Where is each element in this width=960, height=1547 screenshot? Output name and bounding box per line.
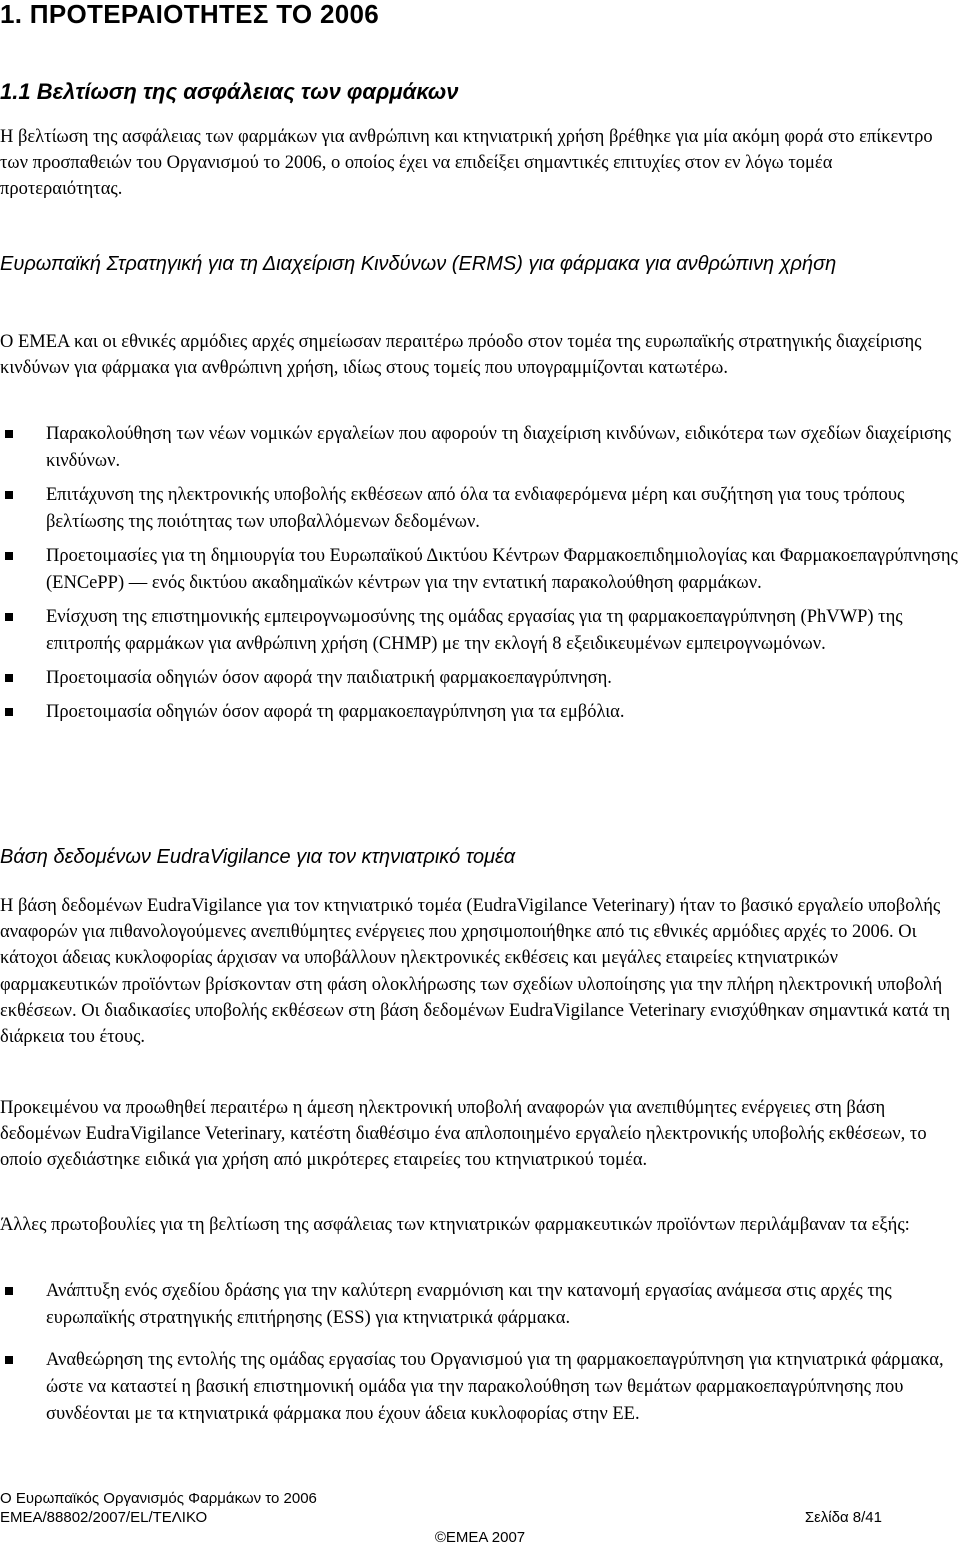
erms-bullet-list — [0, 421, 960, 726]
chapter-heading: 1. ΠΡΟΤΕΡΑΙΟΤΗΤΕΣ ΤΟ 2006 — [0, 0, 380, 29]
eudravigilance-heading: Βάση δεδομένων EudraVigilance για τον κτηνιατρικό τομέα — [0, 846, 516, 868]
square-bullet-icon — [5, 613, 13, 621]
list-item: Ενίσχυση της επιστημονικής εμπειρογνωμοσύνης της ομάδας εργασίας για τη φαρμακοεπαγρύπνηση (PhVWP) της επιτροπής φαρμάκων για ανθρώπινη χρήση (CHMP) με την εκλογή 8 εξειδικευμένων εμπειρογνωμόνων. — [0, 604, 960, 658]
square-bullet-icon — [5, 491, 13, 499]
footer-ref-row — [0, 1508, 960, 1527]
square-bullet-icon — [5, 674, 13, 682]
list-item: Προετοιμασία οδηγιών όσον αφορά την παιδιατρική φαρμακοεπαγρύπνηση. — [0, 665, 960, 692]
square-bullet-icon — [5, 552, 13, 560]
list-item: Επιτάχυνση της ηλεκτρονικής υποβολής εκθέσεων από όλα τα ενδιαφερόμενα μέρη και συζήτηση για τους τρόπους βελτίωσης της ποιότητας των υποβαλλόμενων δεδομένων. — [0, 482, 960, 536]
square-bullet-icon — [5, 1356, 13, 1364]
document-reference: EMEA/88802/2007/EL/ΤΕΛΙΚΟ — [0, 1509, 208, 1526]
erms-heading: Ευρωπαϊκή Στρατηγική για τη Διαχείριση Κινδύνων (ERMS) για φάρμακα για ανθρώπινη χρήση — [0, 253, 837, 275]
list-item: Προετοιμασία οδηγιών όσον αφορά τη φαρμακοεπαγρύπνηση για τα εμβόλια. — [0, 699, 960, 726]
square-bullet-icon — [5, 708, 13, 716]
list-item: Αναθεώρηση της εντολής της ομάδας εργασίας του Οργανισμού για τη φαρμακοεπαγρύπνηση για κτηνιατρικά φάρμακα, ώστε να καταστεί η βασική επιστημονική ομάδα για την παρακολούθηση των θεμάτων φαρμακοεπαγρύπνησης που συνδέονται με τα κτηνιατρικά φάρμακα που έχουν άδεια κυκλοφορίας στην ΕΕ. — [0, 1347, 960, 1428]
footer-copyright: ©EMEA 2007 — [434, 1529, 526, 1546]
intro-paragraph: Η βελτίωση της ασφάλειας των φαρμάκων για ανθρώπινη και κτηνιατρική χρήση βρέθηκε για μία ακόμη φορά στο επίκεντρο των προσπαθειών του Οργανισμού το 2006, ο οποίος έχει να επιδείξει σημαντικές επιτυχίες στον εν λόγω τομέα προτεραιότητας. — [0, 127, 933, 200]
eudravigilance-bullet-list — [0, 1278, 960, 1428]
section-heading: 1.1 Βελτίωση της ασφάλειας των φαρμάκων — [0, 79, 459, 104]
eudravigilance-paragraph-1: Η βάση δεδομένων EudraVigilance για τον κτηνιατρικό τομέα (EudraVigilance Veterinary) ήταν το βασικό εργαλείο υποβολής αναφορών για πιθανολογούμενες ανεπιθύμητες ενέργειες που χρησιμοποιήθηκε από τις εθνικές αρμόδιες αρχές το 2006. Οι κάτοχοι άδειας κυκλοφορίας άρχισαν να υποβάλλουν ηλεκτρονικές εκθέσεις και μεγάλες εταιρείες κτηνιατρικών φαρμακευτικών προϊόντων βρίσκονταν στη φάση ολοκλήρωσης των σχεδίων υλοποίησης για την πλήρη ηλεκτρονική υποβολή εκθέσεων. Οι διαδικασίες υποβολής εκθέσεων στη βάση δεδομένων EudraVigilance Veterinary ενισχύθηκαν σημαντικά κατά τη διάρκεια του έτους. — [0, 896, 951, 1048]
eudravigilance-paragraph-3: Άλλες πρωτοβουλίες για τη βελτίωση της ασφάλειας των κτηνιατρικών φαρμακευτικών προϊόντων περιλάμβαναν τα εξής: — [0, 1215, 910, 1235]
footer-org: Ο Ευρωπαϊκός Οργανισμός Φαρμάκων το 2006 — [0, 1490, 317, 1507]
erms-paragraph: Ο ΕΜΕΑ και οι εθνικές αρμόδιες αρχές σημείωσαν περαιτέρω πρόοδο στον τομέα της ευρωπαϊκής στρατηγικής διαχείρισης κινδύνων για φάρμακα για ανθρώπινη χρήση, ιδίως στους τομείς που υπογραμμίζονται κατωτέρω. — [0, 332, 922, 379]
eudravigilance-paragraph-2: Προκειμένου να προωθηθεί περαιτέρω η άμεση ηλεκτρονική υποβολή αναφορών για ανεπιθύμητες ενέργειες στη βάση δεδομένων EudraVigilance Veterinary, κατέστη διαθέσιμο ένα απλοποιημένο εργαλείο ηλεκτρονικής υποβολής εκθέσεων, το οποίο σχεδιάστηκε ειδικά για χρήση από μικρότερες εταιρείες του κτηνιατρικού τομέα. — [0, 1098, 927, 1171]
page-number: Σελίδα 8/41 — [804, 1509, 882, 1526]
list-item: Προετοιμασίες για τη δημιουργία του Ευρωπαϊκού Δικτύου Κέντρων Φαρμακοεπιδημιολογίας και Φαρμακοεπαγρύπνησης (ENCePP) ― ενός δικτύου ακαδημαϊκών κέντρων για την εντατική παρακολούθηση φαρμάκων. — [0, 543, 960, 597]
list-item: Παρακολούθηση των νέων νομικών εργαλείων που αφορούν τη διαχείριση κινδύνων, ειδικότερα των σχεδίων διαχείρισης κινδύνων. — [0, 421, 960, 475]
list-item: Ανάπτυξη ενός σχεδίου δράσης για την καλύτερη εναρμόνιση και την κατανομή εργασίας ανάμεσα στις αρχές της ευρωπαϊκής στρατηγικής επιτήρησης (ESS) για κτηνιατρικά φάρμακα. — [0, 1278, 960, 1332]
square-bullet-icon — [5, 430, 13, 438]
square-bullet-icon — [5, 1287, 13, 1295]
